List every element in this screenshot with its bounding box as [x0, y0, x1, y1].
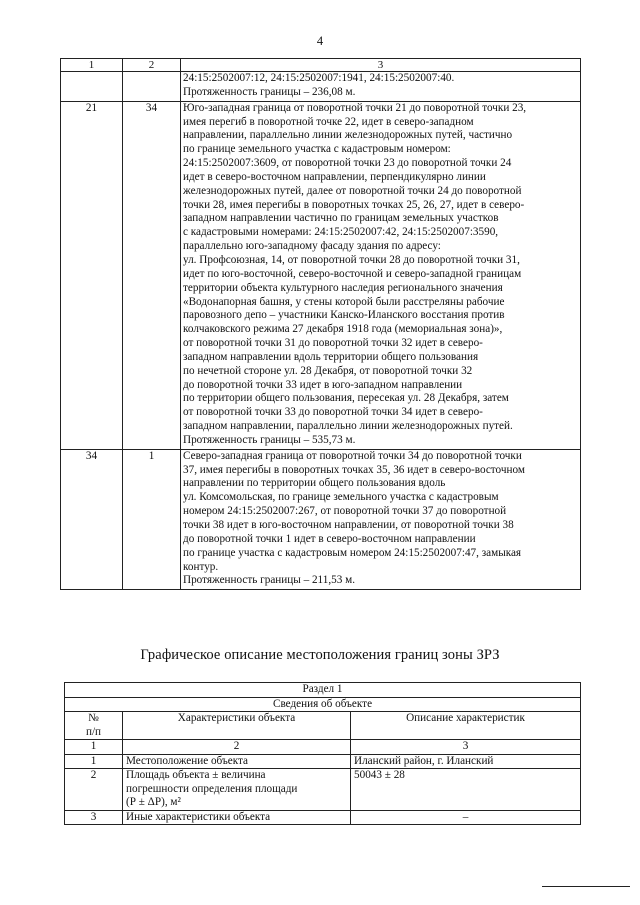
- description-line: точки 38 идет в юго-восточном направлении, от поворотной точки 38: [183, 519, 514, 531]
- description-line: до поворотной точки 33 идет в юго-западном направлении: [183, 378, 463, 391]
- description-line: западном направлении, параллельно линии железнодорожных путей.: [183, 420, 513, 433]
- description-line: по территории общего пользования, пересекая ул. 28 Декабря, затем: [183, 392, 509, 405]
- description-line: 24:15:2502007:3609, от поворотной точки 23 до поворотной точки 24: [183, 157, 512, 170]
- column-index-row: [65, 740, 581, 755]
- to-point-cell: 34: [123, 101, 181, 449]
- section-subtitle: Сведения об объекте: [65, 697, 581, 712]
- table-row: [65, 810, 581, 825]
- description-line: до поворотной точки 1 идет в северо-восточном направлении: [183, 532, 476, 545]
- description-line: западном направлении вдоль территории общего пользования: [183, 350, 479, 363]
- description-line: точки 28, имея перегибы в поворотных точках 25, 26, 27, идет в северо-: [183, 198, 525, 211]
- col-number-header: № п/п: [65, 712, 123, 740]
- description-line: с кадастровыми номерами: 24:15:2502007:42, 24:15:2502007:3590,: [183, 226, 499, 239]
- section-title-row: [65, 683, 581, 698]
- col-index: 3: [351, 740, 581, 755]
- description-line: территории объекта культурного наследия регионального значения: [183, 281, 503, 294]
- description-line: номером 24:15:2502007:267, от поворотной точки 37 до поворотной: [183, 505, 507, 518]
- description-cell: [181, 101, 581, 449]
- subtitle-row: [65, 697, 581, 712]
- boundary-description-table: [60, 58, 581, 590]
- description-line: параллельно юго-западному фасаду здания по адресу:: [183, 240, 441, 253]
- description-cell: [181, 449, 581, 589]
- table-row: [61, 449, 581, 589]
- header-col-1: 1: [61, 59, 123, 72]
- description-line: Северо-западная граница от поворотной точки 34 до поворотной точки: [183, 449, 522, 462]
- description-line: Протяженность границы – 236,08 м.: [183, 85, 356, 98]
- description-line: по нечетной стороне ул. 28 Декабря, от поворотной точки 32: [183, 364, 473, 377]
- description-line: направлении, параллельно линии железнодорожных путей, частично: [183, 129, 513, 142]
- description-line: Протяженность границы – 535,73 м.: [183, 433, 356, 446]
- description-value-cell: –: [351, 810, 581, 825]
- description-line: паровозного депо – участники Канско-Иланского восстания против: [183, 309, 505, 322]
- signature-line: [542, 886, 630, 887]
- description-line: имея перегиб в поворотной точке 22, идет в северо-западном: [183, 115, 474, 128]
- description-line: ул. Профсоюзная, 14, от поворотной точки 28 до поворотной точки 31,: [183, 253, 520, 266]
- page-number: 4: [316, 34, 324, 48]
- description-line: Протяженность границы – 211,53 м.: [183, 574, 355, 587]
- description-line: по границе земельного участка с кадастровым номером:: [183, 143, 451, 156]
- table-row: [61, 101, 581, 449]
- description-value-cell: 50043 ± 28: [351, 769, 581, 811]
- object-info-table: [64, 682, 581, 825]
- description-line: 24:15:2502007:12, 24:15:2502007:1941, 24:15:2502007:40.: [183, 72, 455, 84]
- col-characteristic-header: Характеристики объекта: [123, 712, 351, 740]
- description-line: идет в северо-восточном направлении, перпендикулярно линии: [183, 170, 486, 183]
- from-point-cell: 34: [61, 449, 123, 589]
- to-point-cell: [123, 72, 181, 102]
- table-row: [65, 754, 581, 769]
- to-point-cell: 1: [123, 449, 181, 589]
- section-heading: Графическое описание местоположения границ зоны ЗРЗ: [140, 647, 500, 663]
- description-line: контур.: [183, 560, 219, 573]
- header-col-3: 3: [181, 59, 581, 72]
- col-description-header: Описание характеристик: [351, 712, 581, 740]
- table-row: [65, 769, 581, 811]
- description-line: западном направлении частично по границам земельных участков: [183, 212, 499, 225]
- section-title: Раздел 1: [65, 683, 581, 698]
- description-line: колчаковского режима 27 декабря 1918 года (мемориальная зона)»,: [183, 323, 503, 336]
- header-col-2: 2: [123, 59, 181, 72]
- description-line: направлении по территории общего пользования вдоль: [183, 477, 446, 490]
- column-header-row: [65, 712, 581, 740]
- description-line: железнодорожных путей, далее от поворотной точки 24 до поворотной: [183, 184, 522, 197]
- description-line: от поворотной точки 33 до поворотной точки 34 идет в северо-: [183, 406, 483, 419]
- characteristic-cell: Площадь объекта ± величина погрешности определения площади (Р ± ΔР), м²: [123, 769, 351, 811]
- description-cell: [181, 72, 581, 102]
- description-line: «Водонапорная башня, у стены которой были расстреляны рабочие: [183, 295, 505, 308]
- description-line: ул. Комсомольская, по границе земельного участка с кадастровым: [183, 491, 499, 504]
- description-line: по границе участка с кадастровым номером 24:15:2502007:47, замыкая: [183, 546, 522, 559]
- from-point-cell: 21: [61, 101, 123, 449]
- table-header-row: [61, 59, 581, 72]
- characteristic-cell: Иные характеристики объекта: [123, 810, 351, 825]
- row-number: 1: [65, 754, 123, 769]
- description-line: идет по юго-восточной, северо-восточной и северо-западной границам: [183, 267, 522, 280]
- row-number: 2: [65, 769, 123, 811]
- col-index: 2: [123, 740, 351, 755]
- description-line: 37, имея перегибы в поворотных точках 35, 36 идет в северо-восточном: [183, 463, 525, 476]
- from-point-cell: [61, 72, 123, 102]
- description-line: от поворотной точки 31 до поворотной точки 32 идет в северо-: [183, 337, 483, 350]
- description-line: Юго-западная граница от поворотной точки 21 до поворотной точки 23,: [183, 101, 527, 114]
- characteristic-cell: Местоположение объекта: [123, 754, 351, 769]
- table-row: [61, 72, 581, 102]
- row-number: 3: [65, 810, 123, 825]
- description-value-cell: Иланский район, г. Иланский: [351, 754, 581, 769]
- col-index: 1: [65, 740, 123, 755]
